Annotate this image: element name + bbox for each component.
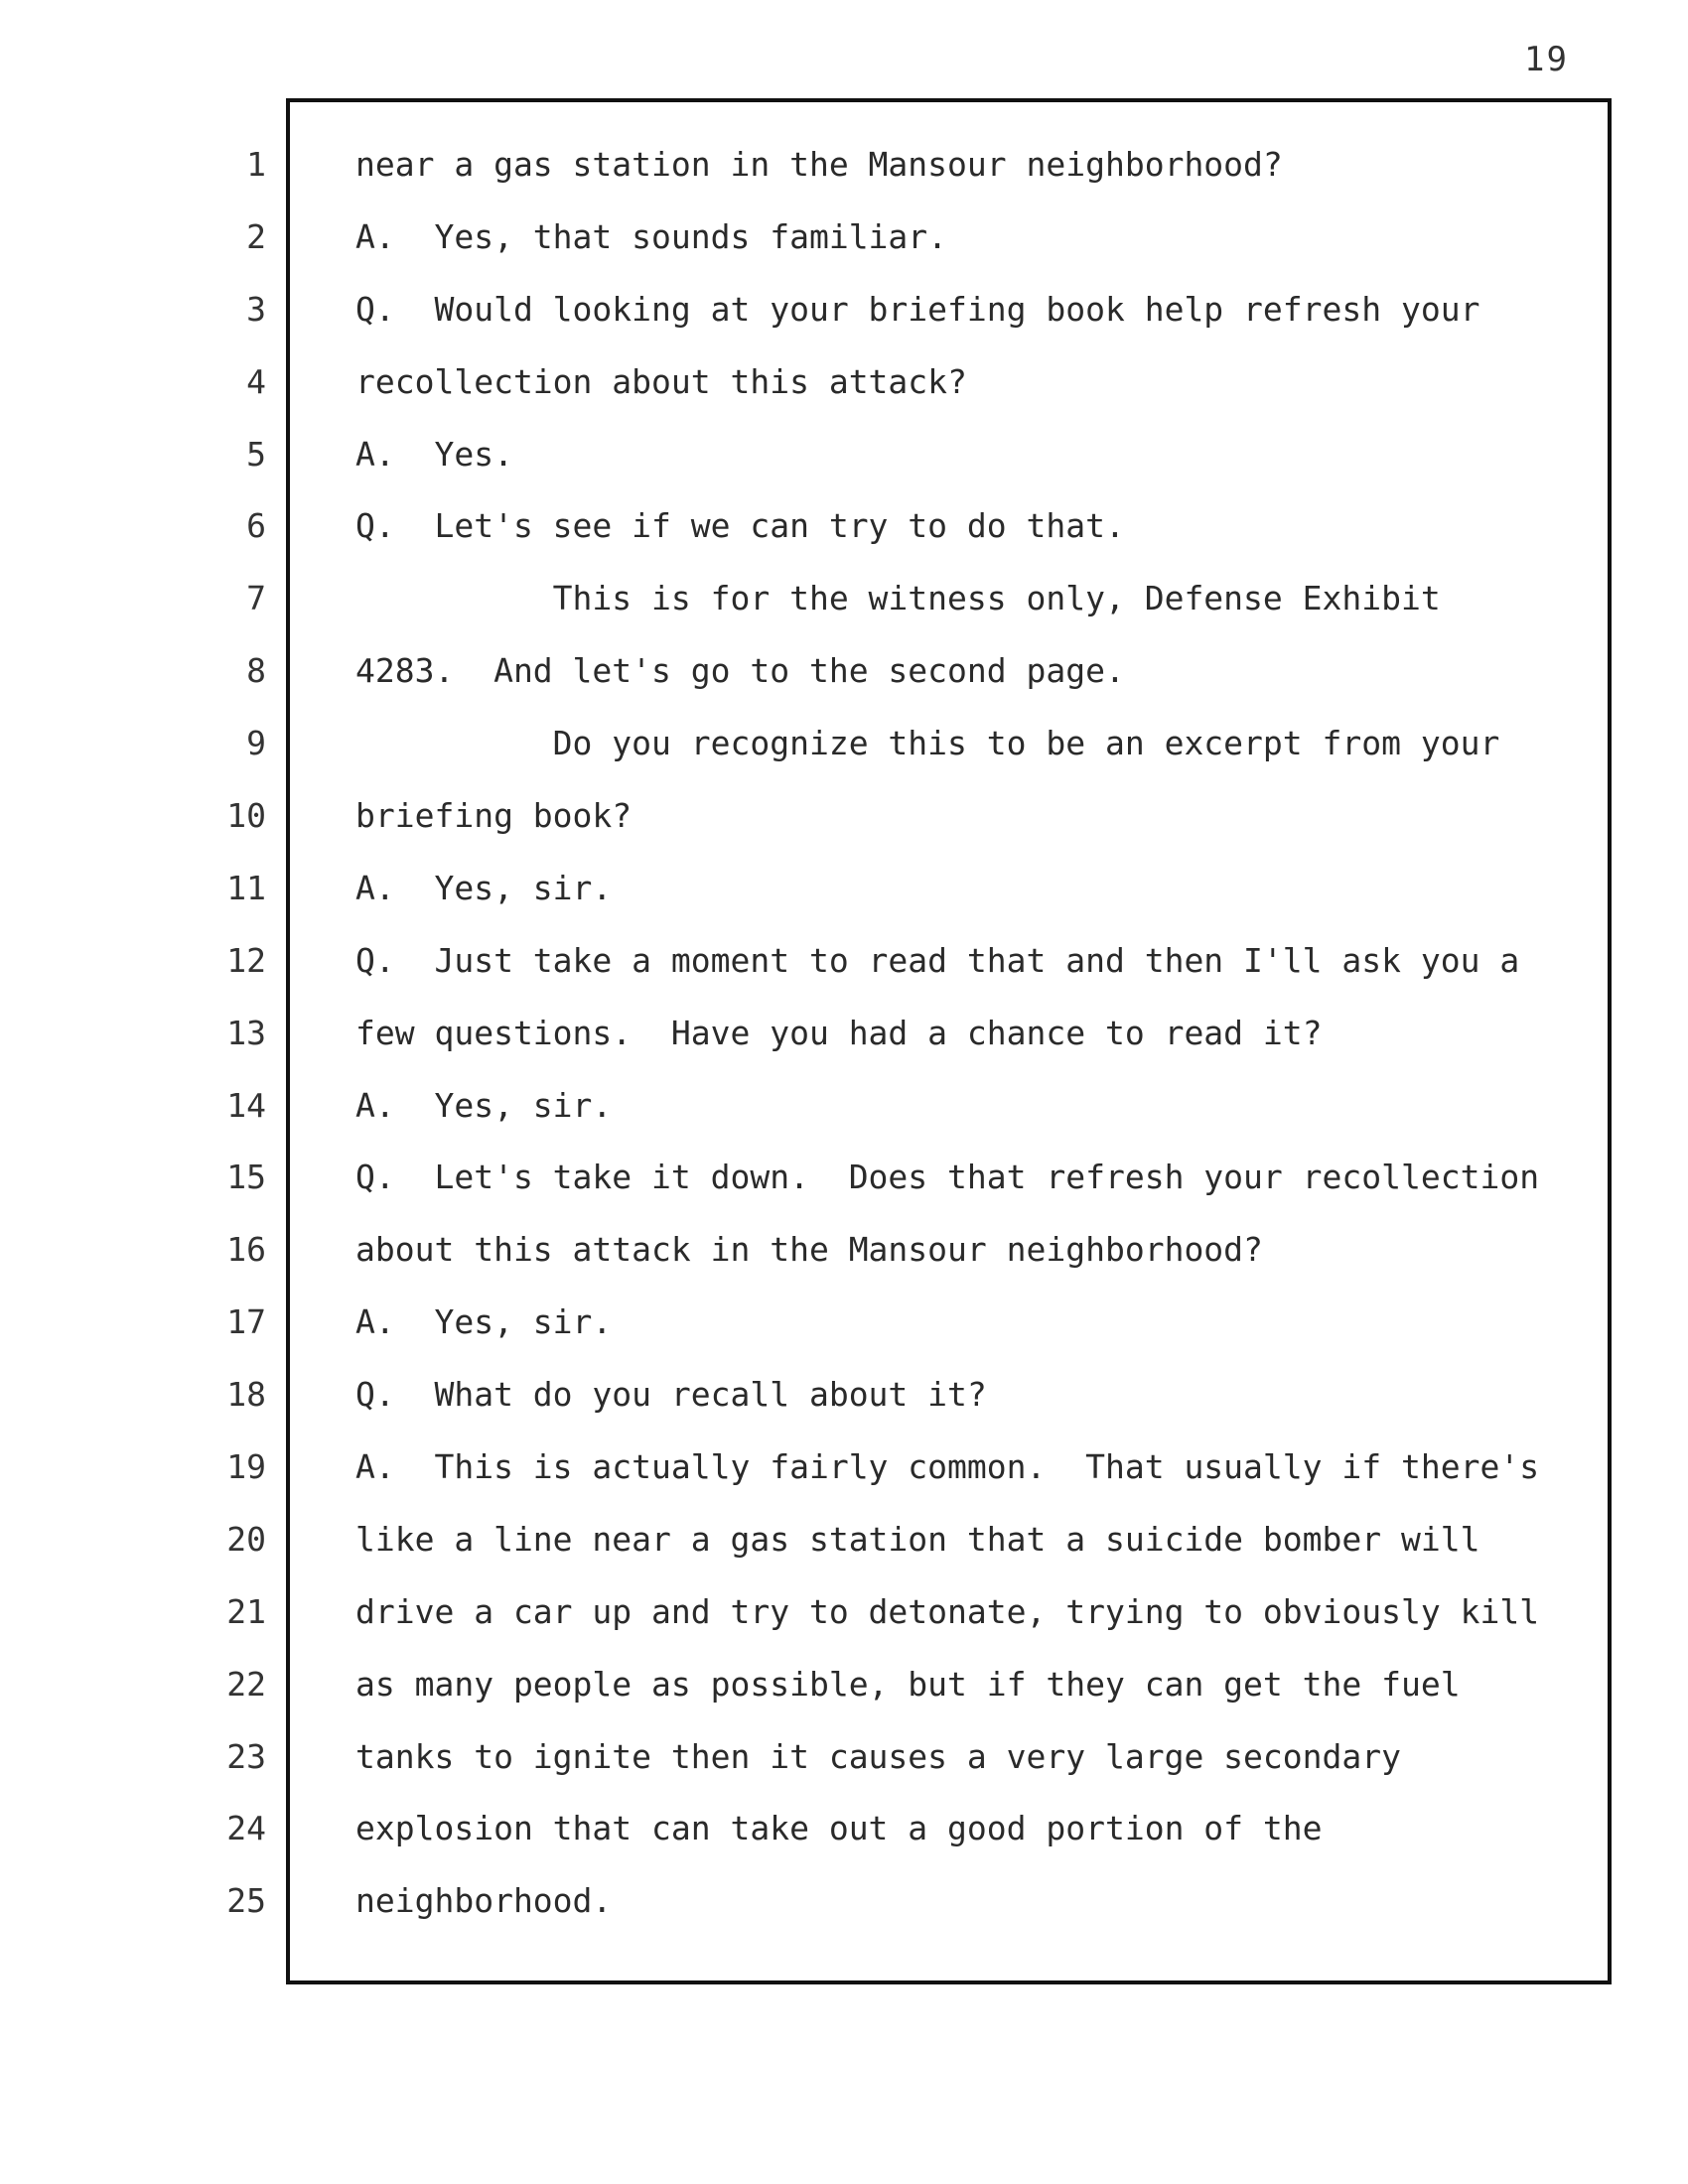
line-number: 7 bbox=[246, 579, 266, 618]
transcript-line: drive a car up and try to detonate, trying to obviously kill bbox=[355, 1591, 1540, 1631]
line-number: 21 bbox=[226, 1591, 266, 1631]
transcript-line: A. Yes, sir. bbox=[355, 868, 613, 907]
line-number: 12 bbox=[226, 940, 266, 980]
line-number: 15 bbox=[226, 1158, 266, 1197]
transcript-text bbox=[355, 139, 1587, 1948]
transcript-line: recollection about this attack? bbox=[355, 361, 967, 401]
transcript-line: Q. Let's take it down. Does that refresh your recollection bbox=[355, 1158, 1540, 1197]
line-number: 11 bbox=[226, 868, 266, 907]
line-number: 19 bbox=[226, 1447, 266, 1487]
line-number-column bbox=[189, 139, 266, 1948]
transcript-line: A. Yes, that sounds familiar. bbox=[355, 216, 948, 256]
page-number: 19 bbox=[1524, 40, 1569, 79]
line-number: 8 bbox=[246, 651, 266, 691]
line-number: 4 bbox=[246, 361, 266, 401]
transcript-line: few questions. Have you had a chance to read it? bbox=[355, 1013, 1323, 1052]
transcript-line: neighborhood. bbox=[355, 1881, 613, 1921]
line-number: 2 bbox=[246, 216, 266, 256]
transcript-line: Q. Just take a moment to read that and then I'll ask you a bbox=[355, 940, 1520, 980]
transcript-line: 4283. And let's go to the second page. bbox=[355, 651, 1125, 691]
transcript-line: A. This is actually fairly common. That usually if there's bbox=[355, 1447, 1540, 1487]
line-number: 1 bbox=[246, 145, 266, 184]
transcript-line: Q. Would looking at your briefing book help refresh your bbox=[355, 289, 1480, 329]
line-number: 13 bbox=[226, 1013, 266, 1052]
transcript-line: about this attack in the Mansour neighborhood? bbox=[355, 1230, 1263, 1270]
line-number: 3 bbox=[246, 289, 266, 329]
line-number: 22 bbox=[226, 1664, 266, 1704]
line-number: 9 bbox=[246, 724, 266, 763]
line-number: 20 bbox=[226, 1519, 266, 1559]
transcript-line: A. Yes, sir. bbox=[355, 1302, 613, 1342]
transcript-line: briefing book? bbox=[355, 796, 633, 836]
line-number: 23 bbox=[226, 1736, 266, 1776]
transcript-line: Do you recognize this to be an excerpt from your bbox=[355, 724, 1500, 763]
transcript-line: This is for the witness only, Defense Exhibit bbox=[355, 579, 1441, 618]
transcript-line: Q. What do you recall about it? bbox=[355, 1375, 987, 1415]
transcript-line: like a line near a gas station that a suicide bomber will bbox=[355, 1519, 1480, 1559]
line-number: 24 bbox=[226, 1809, 266, 1848]
transcript-line: Q. Let's see if we can try to do that. bbox=[355, 506, 1125, 546]
line-number: 10 bbox=[226, 796, 266, 836]
line-number: 25 bbox=[226, 1881, 266, 1921]
line-number: 14 bbox=[226, 1085, 266, 1125]
transcript-line: explosion that can take out a good portion of the bbox=[355, 1809, 1323, 1848]
transcript-line: tanks to ignite then it causes a very large secondary bbox=[355, 1736, 1401, 1776]
transcript-line: as many people as possible, but if they can get the fuel bbox=[355, 1664, 1461, 1704]
line-number: 17 bbox=[226, 1302, 266, 1342]
line-number: 5 bbox=[246, 434, 266, 474]
transcript-line: near a gas station in the Mansour neighborhood? bbox=[355, 145, 1283, 184]
transcript-line: A. Yes, sir. bbox=[355, 1085, 613, 1125]
line-number: 16 bbox=[226, 1230, 266, 1270]
line-number: 18 bbox=[226, 1375, 266, 1415]
line-number: 6 bbox=[246, 506, 266, 546]
transcript-line: A. Yes. bbox=[355, 434, 513, 474]
